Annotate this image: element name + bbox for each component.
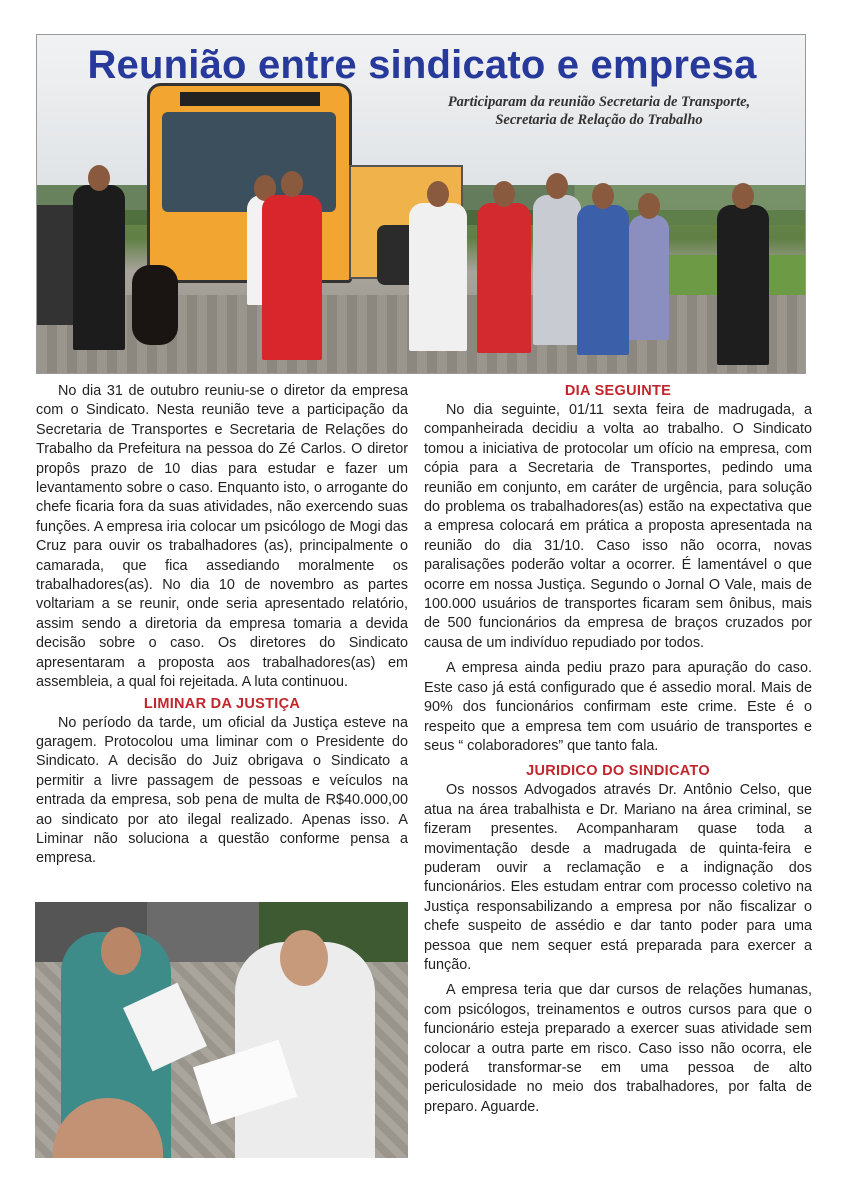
photo-car-left <box>37 205 73 325</box>
juridico-paragraph-2: A empresa teria que dar cursos de relações humanas, com psicólogos, treinamentos e outros cursos para que o funcionário esteja preparado a exercer suas atividade sem colocar a outra parte em risco. Caso isso não ocorra, ele poderá transformar-se em uma pessoa de alto periculosidade no meio dos trabalhadores, por falta de preparo. Aguarde. <box>424 982 812 1115</box>
dia-paragraph-2: A empresa ainda pediu prazo para apuração do caso. Este caso já está configurado que é assedio moral. Mais de 90% dos funcionários confirmam este crime. Este é o respeito que a empresa tem com usuário de transportes e seus “ colaboradores” que tanto fala. <box>424 660 812 754</box>
photo-dog <box>132 265 178 345</box>
heading-liminar: LIMINAR DA JUSTIÇA <box>143 695 301 712</box>
juridico-paragraph-1: Os nossos Advogados através Dr. Antônio Celso, que atua na área trabalhista e Dr. Mariano na área criminal, se fizeram presentes. Acompanharam quase toda a movimentação desde a madrugada de quinta-feira e puderam ouvir a reclamação e a indignação dos funcionários. Eles estudam entrar com processo coletivo na Justiça responsabilizando a empresa por não fiscalizar o chefe suspeito de assédio e dar tanto poder para uma pessoa que nem sequer está preparada para exercer a função. <box>424 782 812 973</box>
heading-juridico: JURIDICO DO SINDICATO <box>526 763 710 780</box>
photo-caption <box>409 93 789 129</box>
photo-person <box>629 215 669 340</box>
meeting-photo <box>35 902 408 1158</box>
caption-line-2: Secretaria de Relação do Trabalho <box>495 112 703 128</box>
intro-paragraph: No dia 31 de outubro reuniu-se o diretor da empresa com o Sindicato. Nesta reunião teve a participação da Secretaria de Transportes e Secretaria de Relações do Trabalho da Prefeitura na pessoa do Zé Carlos. O diretor propôs prazo de 10 dias para estudar e fazer um levantamento sobre o caso. Enquanto isto, o arrogante do chefe ficaria fora da suas atividades, não exercendo suas funções. A empresa iria colocar um psicólogo de Mogi das Cruz para ouvir os trabalhadores (as), principalmente o camarada, que fica assediando moralmente os trabalhadores(as). No dia 10 de novembro as partes voltariam a se reunir, onde seria apresentado relatório, assim sendo a diretoria da empresa tomaria a devida decisão sobre o caso. Os diretores do Sindicato apresentaram a proposta aos trabalhadores(as) em assembleia, a qual foi rejeitada. A luta continuou. <box>36 383 408 691</box>
caption-line-1: Participaram da reunião Secretaria de Transporte, <box>447 94 751 110</box>
photo-person <box>577 205 629 355</box>
photo-person <box>409 203 467 351</box>
photo-person <box>533 195 581 345</box>
page-title: Reunião entre sindicato e empresa <box>87 43 757 87</box>
heading-dia-seguinte: DIA SEGUINTE <box>564 383 672 399</box>
right-column <box>424 382 812 1117</box>
hero-photo <box>36 34 806 374</box>
photo-person <box>73 185 125 350</box>
photo-person <box>262 195 322 360</box>
liminar-paragraph: No período da tarde, um oficial da Justiça esteve na garagem. Protocolou uma liminar com o Presidente do Sindicato. A decisão do Juiz obrigava o Sindicato a permitir a livre passagem de pessoas e veículos na entrada da empresa, sob pena de multa de R$40.000,00 ao sindicato por ato ilegal realizado. Apenas isso. A Liminar não soluciona a questão conforme pensa a empresa. <box>36 714 408 867</box>
left-column <box>36 382 408 869</box>
photo-person <box>477 203 531 353</box>
photo-person <box>717 205 769 365</box>
dia-paragraph-1: No dia seguinte, 01/11 sexta feira de madrugada, a companheirada decidiu a volta ao trabalho. O Sindicato tomou a iniciativa de protocolar um ofício na empresa, com cópia para a Secretaria de Transportes, pedindo uma reunião em conjunto, em caráter de urgência, para solução do problema os trabalhadores(as) estão na expectativa que a empresa colocará em prática a proposta apresentada na reunião do dia 31/10. Caso isso não ocorra, novas paralisações poderão voltar a ocorrer. É lamentável o que ocorre em nossa Justiça. Segundo o Jornal O Vale, mais de 100.000 usuários de transportes ficaram sem ônibus, mais de 500 funcionários da empresa de braços cruzados por causa de um indivíduo repudiado por todos. <box>424 402 812 651</box>
